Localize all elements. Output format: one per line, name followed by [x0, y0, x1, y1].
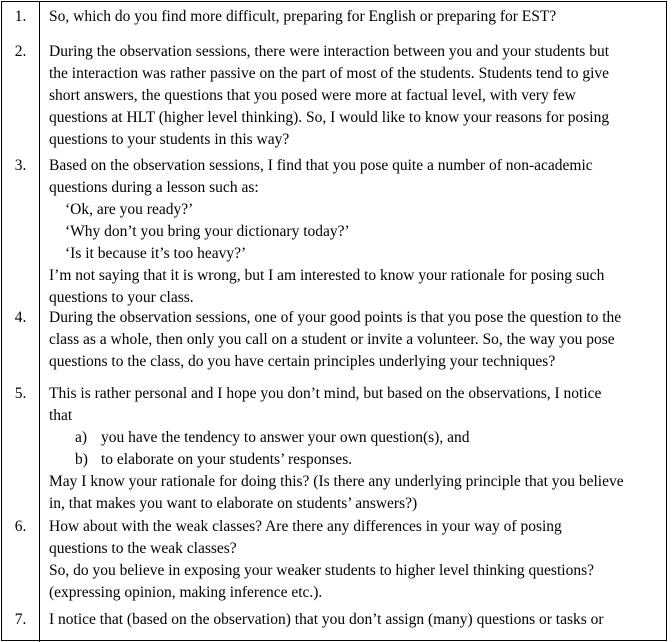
text-line: questions to your students in this way? — [49, 131, 290, 148]
question-text — [49, 609, 661, 631]
text-line: So, do you believe in exposing your weaker students to higher level thinking questions? — [49, 562, 594, 579]
question-number: 2. — [14, 43, 27, 60]
text-line: How about with the weak classes? Are there any differences in your way of posing — [49, 518, 562, 535]
list-item-text: you have the tendency to answer your own question(s), and — [101, 429, 470, 446]
question-text — [49, 383, 661, 515]
list-marker: b) — [75, 451, 88, 468]
list-item — [49, 449, 661, 471]
text-line: that — [49, 407, 73, 424]
quoted-question: ‘Is it because it’s too heavy?’ — [65, 245, 247, 262]
question-number: 5. — [14, 385, 27, 402]
text-line: May I know your rationale for doing this? (Is there any underlying principle that you believe — [49, 473, 624, 490]
text-line: the interaction was rather passive on the part of most of the students. Students tend to give — [49, 65, 610, 82]
text-line: (expressing opinion, making inference etc.). — [49, 584, 323, 601]
text-line: During the observation sessions, there were interaction between you and your students but — [49, 43, 610, 60]
list-item-text: to elaborate on your students’ responses. — [101, 451, 353, 468]
list-marker: a) — [75, 429, 88, 446]
column-divider — [39, 2, 40, 642]
text-line: questions to the class, do you have certain principles underlying your techniques? — [49, 353, 556, 370]
text-line: questions at HLT (higher level thinking). So, I would like to know your reasons for posing — [49, 109, 610, 126]
question-number: 7. — [14, 611, 27, 628]
questions-table — [1, 1, 667, 641]
question-text — [49, 6, 661, 28]
text-line: questions to the weak classes? — [49, 540, 237, 557]
quoted-question: ‘Ok, are you ready?’ — [65, 201, 194, 218]
question-number: 1. — [14, 8, 27, 25]
quoted-question: ‘Why don’t you bring your dictionary today?’ — [65, 223, 350, 240]
text-line: questions to your class. — [49, 289, 194, 306]
question-number: 3. — [14, 157, 27, 174]
question-number: 6. — [14, 518, 27, 535]
text-line: in, that makes you want to elaborate on students’ answers?) — [49, 495, 418, 512]
list-item — [49, 427, 661, 449]
question-text — [49, 307, 661, 373]
text-line: During the observation sessions, one of your good points is that you pose the question to the — [49, 309, 622, 326]
text-line: questions during a lesson such as: — [49, 179, 259, 196]
text-line: I notice that (based on the observation) that you don’t assign (many) questions or tasks or — [49, 611, 604, 628]
text-line: short answers, the questions that you posed were more at factual level, with very few — [49, 87, 576, 104]
text-line: Based on the observation sessions, I find that you pose quite a number of non-academic — [49, 157, 593, 174]
text-line: class as a whole, then only you call on a student or invite a volunteer. So, the way you pose — [49, 331, 615, 348]
question-text — [49, 41, 661, 151]
text-line: This is rather personal and I hope you don’t mind, but based on the observations, I notice — [49, 385, 602, 402]
text-line: So, which do you find more difficult, preparing for English or preparing for EST? — [49, 8, 557, 25]
text-line: I’m not saying that it is wrong, but I am interested to know your rationale for posing such — [49, 267, 605, 284]
question-text — [49, 155, 661, 309]
question-number: 4. — [14, 309, 27, 326]
question-text — [49, 516, 661, 604]
